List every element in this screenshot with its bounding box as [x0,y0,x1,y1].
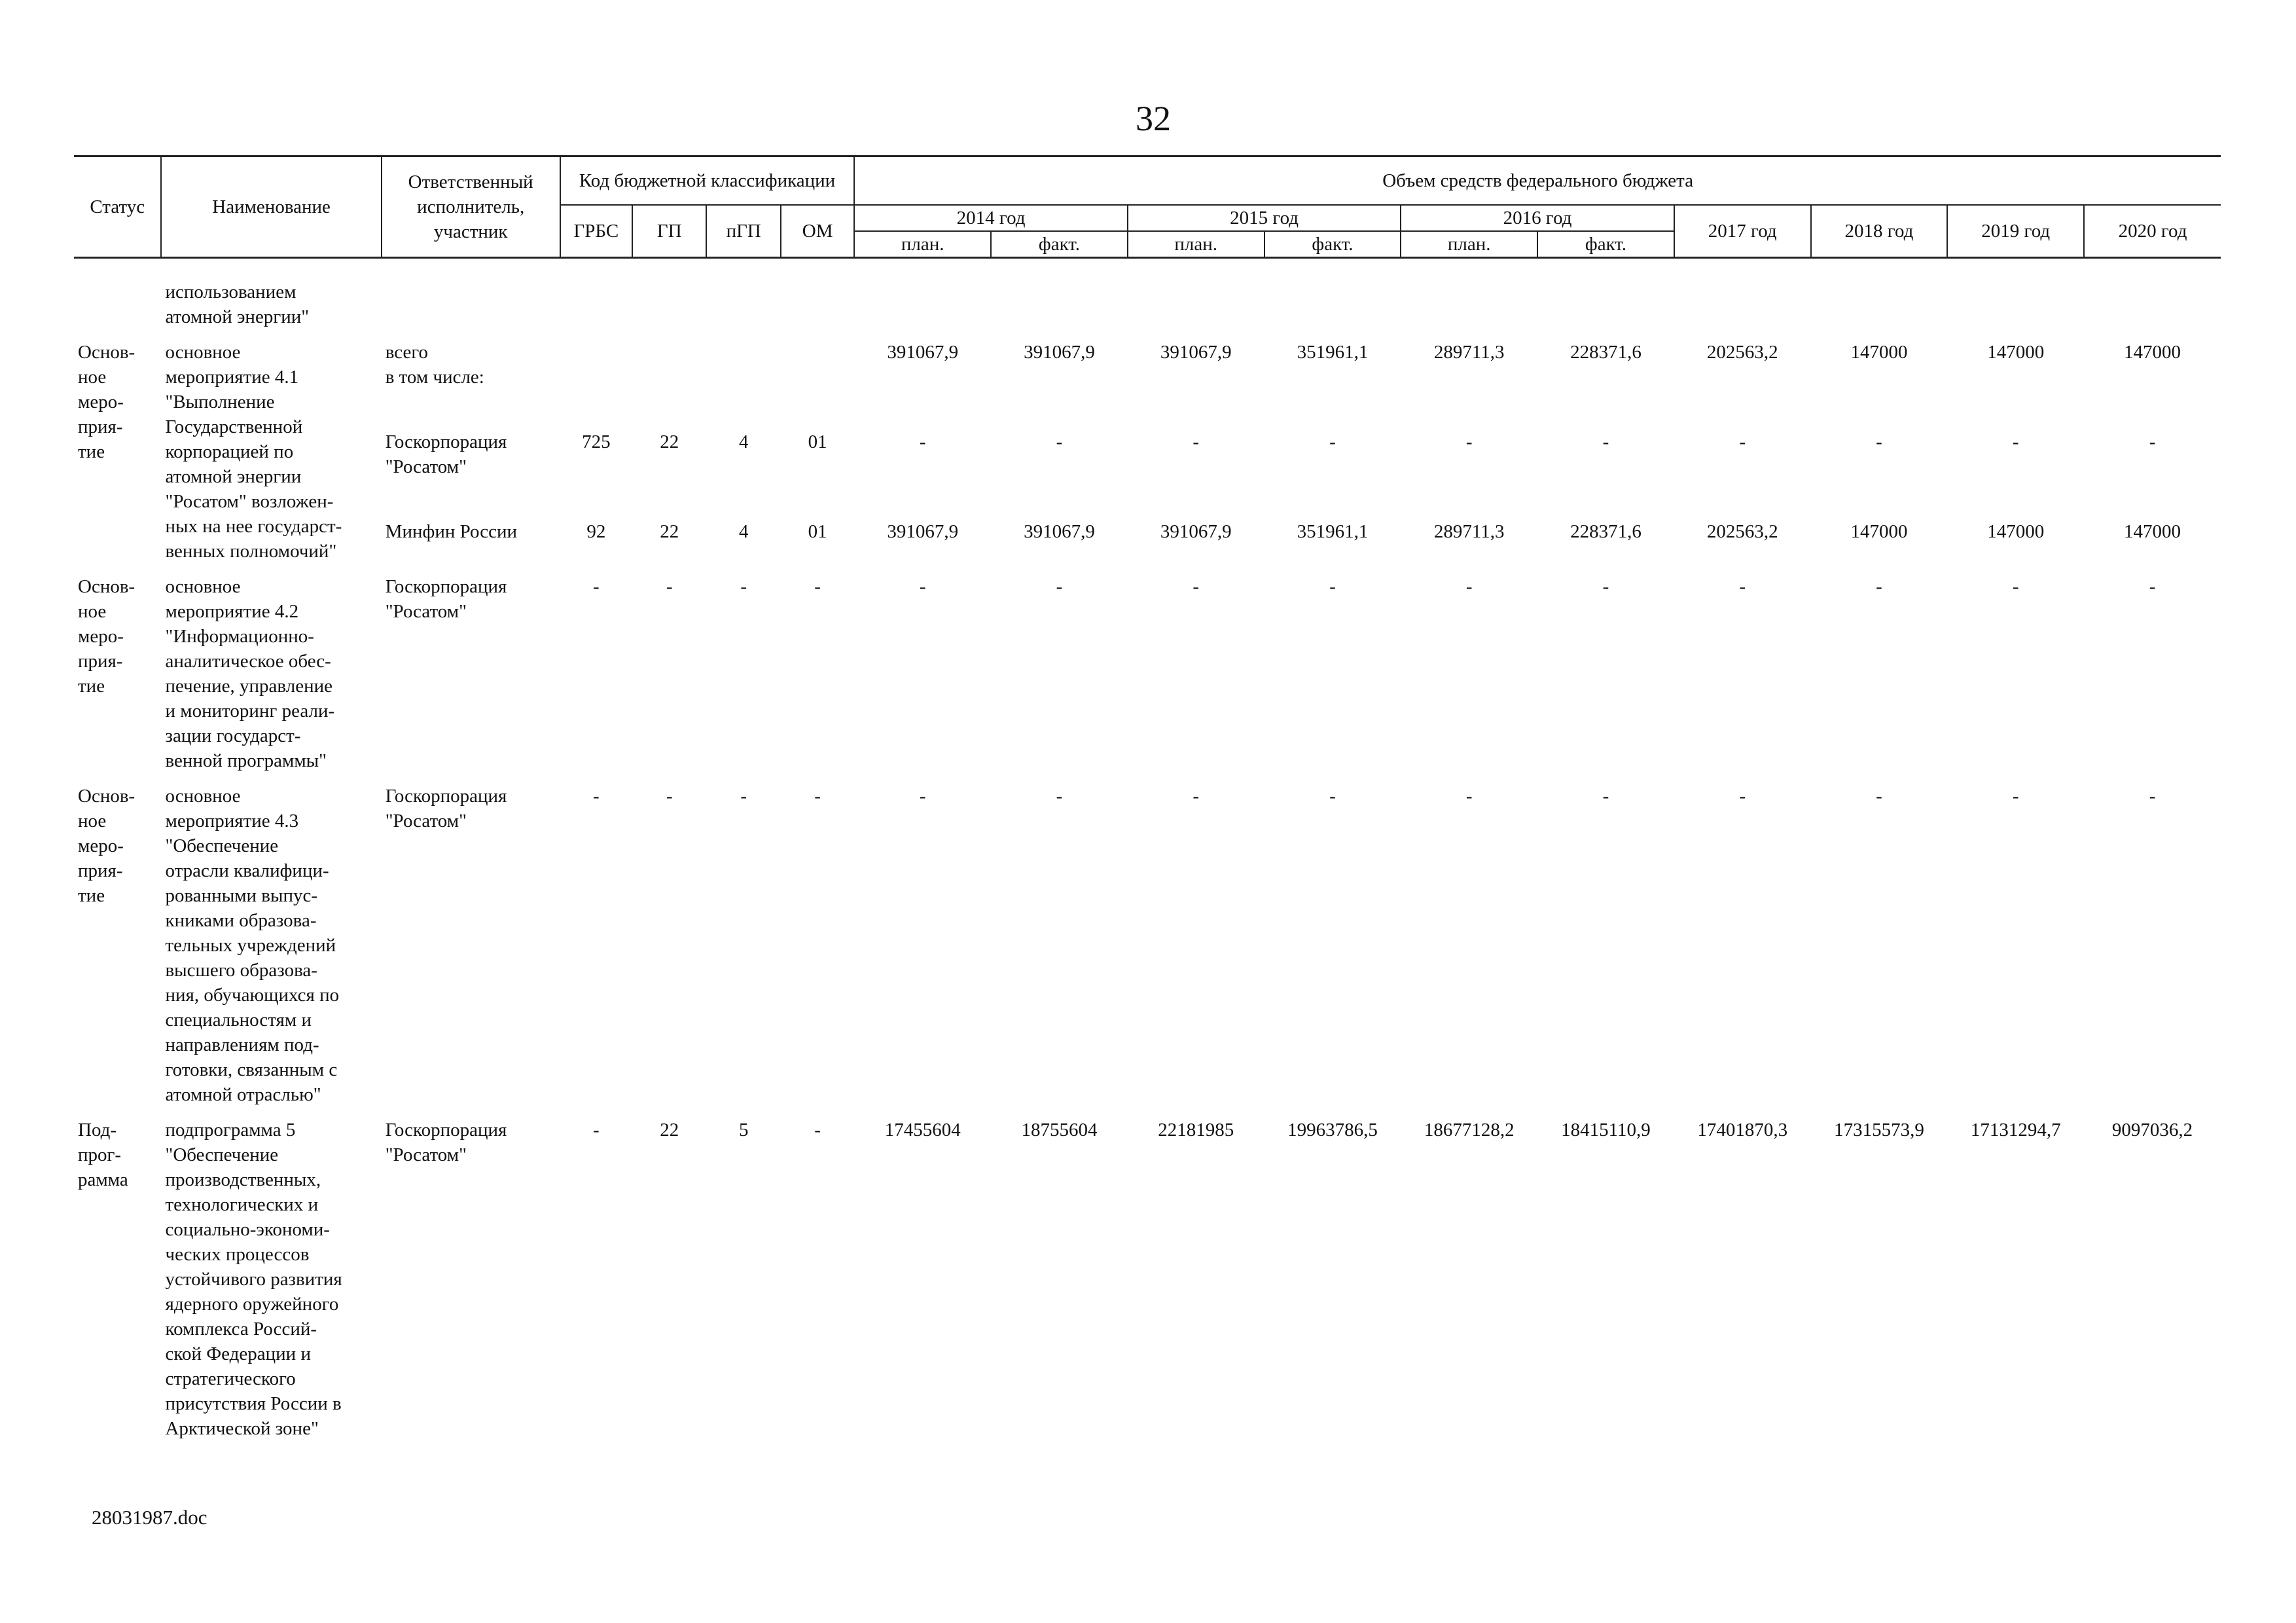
table-row [74,784,2221,1107]
row-code-cell: 22 [660,431,679,452]
footer-doc-name: 28031987.doc [92,1506,207,1529]
row-code-cell: - [740,786,747,807]
row-value-cell: 147000 [1987,520,2045,542]
row-code-cell: - [666,786,673,807]
row-value-cell: 17131294,7 [1970,1120,2061,1140]
header-plan-2016: план. [1401,231,1537,258]
row-value-cell: 22181985 [1158,1120,1234,1140]
row-status: Основ- ное меро- прия- тие [78,786,135,906]
row-value-cell: - [1876,431,1882,452]
row-value-cell: - [1465,431,1473,452]
row-value-cell: - [1739,576,1746,597]
header-year-2018: 2018 год [1811,205,1948,258]
row-value-cell: 147000 [1850,342,1908,363]
header-budget-code: Код бюджетной классификации [560,156,855,205]
row-value-cell: - [1193,576,1200,597]
row-value-cell: - [1329,576,1336,597]
row-value-cell: - [1193,431,1200,452]
header-fact-2015: факт. [1265,231,1401,258]
row-status: Под- прог- рамма [78,1120,128,1190]
row-value-cell: 17315573,9 [1834,1120,1924,1140]
row-value-cell: 147000 [1850,520,1908,542]
row-value-cell: - [1602,576,1609,597]
header-year-2014: 2014 год [854,205,1128,231]
row-value-cell: - [1465,576,1473,597]
header-fact-2016: факт. [1537,231,1674,258]
row-value-cell: - [1056,786,1063,807]
row-responsible: Госкорпорация "Росатом" [385,576,507,622]
table-row [74,574,2221,773]
row-value-cell: - [1056,576,1063,597]
header-plan-2015: план. [1128,231,1265,258]
row-value-cell: 202563,2 [1706,520,1778,542]
row-value-cell: 17401870,3 [1697,1120,1788,1140]
row-name: основное мероприятие 4.3 "Обеспечение отрасли квалифици- рованными выпус- книками образова- тельных учреждений высшего образова- ния, обучающихся по специальностям и направлениям под- готовки, связанным с атомной отраслью" [165,786,340,1105]
row-value-cell: 228371,6 [1570,342,1641,363]
row-responsible: Госкорпорация "Росатом" [385,431,507,477]
header-fact-2014: факт. [991,231,1128,258]
page-number: 32 [1136,99,1171,138]
row-value-cell: - [1465,786,1473,807]
row-name: подпрограмма 5 "Обеспечение производственных, технологических и социально-экономи- ческих процессов устойчивого развития ядерного оружейного комплекса Россий- ской Федерации и стратегического присутствия России в Арктической зоне" [165,1120,342,1439]
row-value-cell: - [1329,786,1336,807]
row-code-cell: - [814,1120,821,1140]
header-year-2020: 2020 год [2084,205,2221,258]
row-code-cell: 22 [660,1120,679,1140]
header-year-2019: 2019 год [1947,205,2084,258]
row-code-cell: 92 [586,520,606,542]
table-row [74,280,2221,329]
row-code-cell: 22 [660,520,679,542]
table-header [74,156,2221,258]
row-value-cell: 202563,2 [1706,342,1778,363]
row-value-cell: - [2012,576,2019,597]
row-value-cell: 391067,9 [1160,520,1232,542]
row-status [74,280,161,329]
row-value-cell: 147000 [2124,342,2181,363]
row-value-cell: 147000 [1987,342,2045,363]
row-code-cell [781,340,854,429]
row-value-cell: 391067,9 [1024,520,1095,542]
row-responsible: Минфин России [385,520,518,542]
row-value-cell: 18677128,2 [1424,1120,1515,1140]
row-code-cell: - [814,576,821,597]
table-row [74,519,2221,564]
row-code-cell: 4 [738,431,749,452]
row-code-cell [706,340,780,429]
row-value-cell: 147000 [2124,520,2181,542]
row-code-cell: - [814,786,821,807]
header-code-grbs: ГРБС [560,205,632,258]
header-federal-budget: Объем средств федерального бюджета [854,156,2221,205]
row-value-cell: 391067,9 [887,520,959,542]
row-responsible: Госкорпорация "Росатом" [385,786,507,831]
header-status: Статус [74,156,161,258]
table-row [74,429,2221,519]
row-name: использованием атомной энергии" [165,282,310,327]
row-value-cell: - [2149,576,2156,597]
row-value-cell: - [1602,431,1609,452]
row-code-cell: 4 [738,520,749,542]
row-code-cell: - [593,786,600,807]
row-value-cell: - [919,431,926,452]
row-name: основное мероприятие 4.2 "Информационно- аналитическое обес- печение, управление и мониторинг реали- зации государст- венной программы" [165,576,335,771]
header-responsible: Ответственный исполнитель, участник [382,156,560,258]
header-code-om: ОМ [781,205,854,258]
row-value-cell: - [1193,786,1200,807]
row-code-cell: - [593,1120,600,1140]
row-value-cell: 17455604 [884,1120,961,1140]
table-row [74,1118,2221,1441]
row-status: Основ- ное меро- прия- тие [78,576,135,697]
row-value-cell: - [919,576,926,597]
row-value-cell: - [1329,431,1336,452]
row-code-cell: 725 [582,431,611,452]
header-plan-2014: план. [854,231,991,258]
row-value-cell: 391067,9 [887,342,959,363]
row-value-cell: 18415110,9 [1561,1120,1651,1140]
budget-table [74,155,2221,1441]
table-row [74,340,2221,429]
row-value-cell: - [1876,576,1882,597]
row-code-cell: - [740,576,747,597]
header-code-gp: ГП [632,205,706,258]
header-year-2017: 2017 год [1674,205,1811,258]
row-value-cell: - [1056,431,1063,452]
row-code-cell: 01 [808,431,827,452]
row-code-cell: - [593,576,600,597]
row-value-cell: - [2012,431,2019,452]
row-value-cell: 19963786,5 [1287,1120,1378,1140]
header-code-pgp: пГП [706,205,780,258]
row-status: Основ- ное меро- прия- тие [78,342,135,462]
row-value-cell: - [2149,431,2156,452]
row-value-cell: - [2149,786,2156,807]
row-code-cell: 5 [738,1120,749,1140]
row-value-cell: 9097036,2 [2111,1120,2193,1140]
row-value-cell: - [2012,786,2019,807]
row-value-cell: - [1739,786,1746,807]
row-value-cell: 289711,3 [1433,342,1505,363]
row-value-cell: - [919,786,926,807]
row-value-cell: 351961,1 [1297,342,1369,363]
header-year-2016: 2016 год [1401,205,1674,231]
row-value-cell: 18755604 [1021,1120,1098,1140]
row-value-cell: - [1602,786,1609,807]
row-value-cell: 289711,3 [1433,520,1505,542]
row-code-cell [632,340,706,429]
row-value-cell: 228371,6 [1570,520,1641,542]
row-value-cell: - [1876,786,1882,807]
row-value-cell: 391067,9 [1024,342,1095,363]
row-code-cell [560,340,632,429]
header-year-2015: 2015 год [1128,205,1401,231]
header-name: Наименование [161,156,381,258]
row-responsible: Госкорпорация "Росатом" [385,1120,507,1165]
row-value-cell: - [1739,431,1746,452]
row-responsible: всего в том числе: [385,342,484,388]
row-code-cell: 01 [808,520,827,542]
row-name: основное мероприятие 4.1 "Выполнение Государственной корпорацией по атомной энергии "Росатом" возложен- ных на нее государст- венных полномочий" [165,342,342,562]
row-value-cell: 351961,1 [1297,520,1369,542]
table-body [74,257,2221,1441]
row-value-cell: 391067,9 [1160,342,1232,363]
row-code-cell: - [666,576,673,597]
